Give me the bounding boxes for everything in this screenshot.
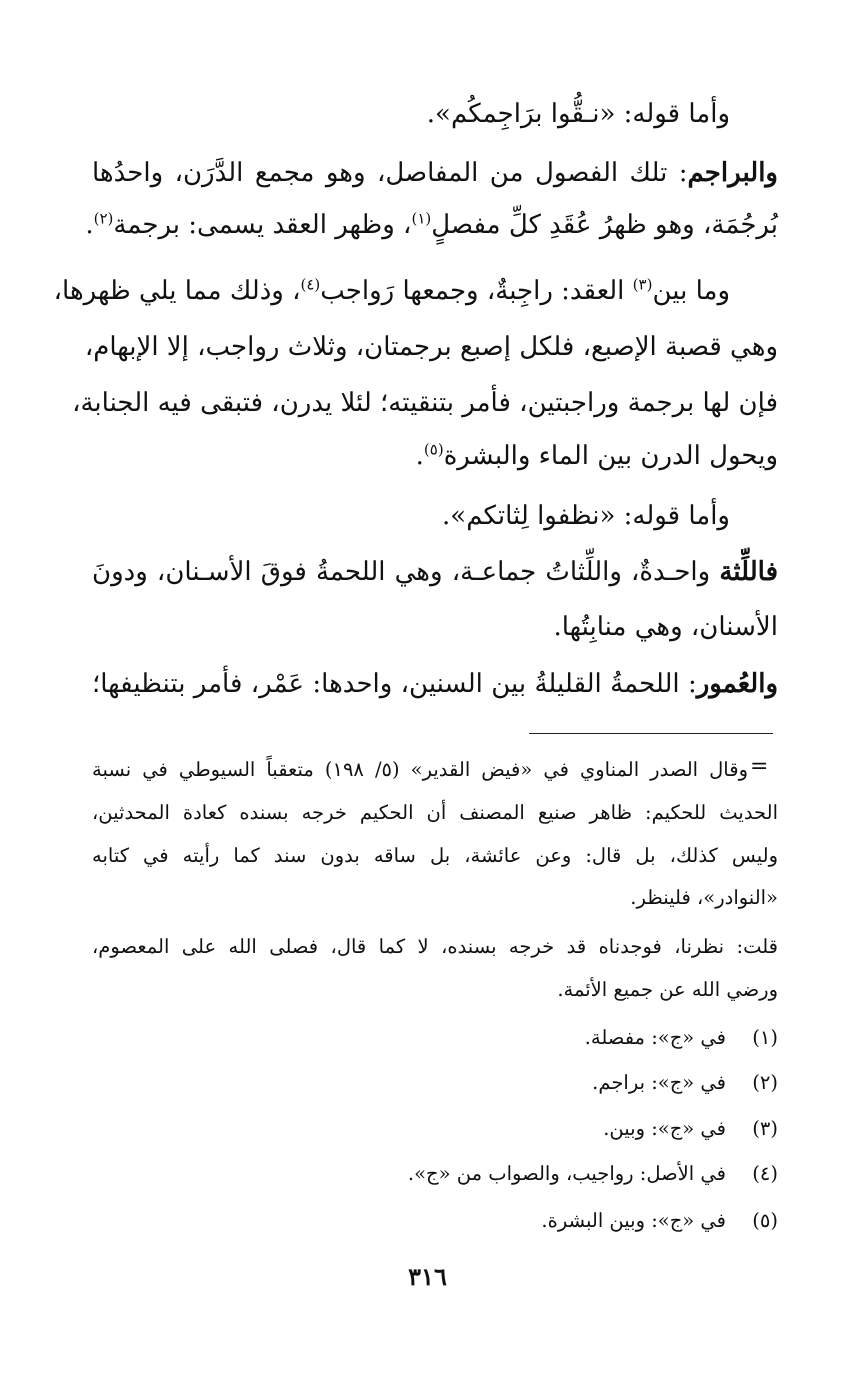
footnote-number: (٢) — [752, 1071, 778, 1094]
footnote-ref: (٥) — [423, 440, 444, 459]
footnote-ref: (٢) — [93, 209, 114, 228]
body-line: فإن لها برجمة وراجبتين، فأمر بتنقيته؛ لئلا يدرن، فتبقى فيه الجنابة، — [72, 388, 778, 418]
line-text: بُرجُمَة، وهو ظهرُ عُقَدِ كلِّ مفصلٍ — [431, 210, 778, 240]
line-text: ، وذلك مما يلي ظهرها، — [53, 276, 301, 306]
line-text: : تلك الفصول من المفاصل، وهو مجمع الدَّرَن، واحدُها — [92, 158, 688, 188]
footnote-number: (٥) — [752, 1209, 778, 1232]
term-heading: والبراجم — [687, 158, 778, 188]
footnote-ref: (٤) — [300, 275, 321, 294]
footnote-text: في الأصل: رواجيب، والصواب من «ج». — [407, 1162, 726, 1185]
footnote-text: في «ج»: مفصلة. — [584, 1026, 726, 1049]
footnote-text: في «ج»: وبين. — [603, 1117, 726, 1140]
footnote-line: قلت: نظرنا، فوجدناه قد خرجه بسنده، لا كما قال، فصلى الله على المعصوم، — [92, 935, 778, 958]
footnote-line: وليس كذلك، بل قال: وعن عائشة، بل ساقه بدون سند كما رأيته في كتابه — [92, 844, 778, 867]
footnote-line: ورضي الله عن جميع الأئمة. — [557, 978, 778, 1001]
body-line — [53, 271, 730, 311]
body-line: وأما قوله: «نـقُّوا برَاجِمكُم». — [426, 99, 730, 129]
footnote-line: «النوادر»، فلينظر. — [630, 886, 778, 909]
footnote-number: (١) — [752, 1026, 778, 1049]
body-line — [85, 205, 778, 245]
footnote-number: (٣) — [752, 1117, 778, 1140]
body-line: وهي قصبة الإصبع، فلكل إصبع برجمتان، وثلاث رواجب، إلا الإبهام، — [84, 332, 778, 362]
line-text: وما بين — [652, 276, 730, 306]
line-text: العقد: راجِبةٌ، وجمعها رَواجب — [320, 276, 633, 306]
footnote-text: في «ج»: براجم. — [592, 1071, 726, 1094]
body-line — [92, 664, 778, 704]
continuation-mark: = — [750, 754, 769, 779]
term-heading: والعُمور — [696, 669, 778, 699]
term-heading: فاللِّثة — [719, 557, 778, 587]
footnote-text: في «ج»: وبين البشرة. — [541, 1209, 726, 1232]
footnote-ref: (١) — [411, 209, 432, 228]
line-text: ويحول الدرن بين الماء والبشرة — [443, 441, 778, 471]
footnote-separator — [529, 733, 773, 734]
body-line: الأسنان، وهي منابِتُها. — [553, 612, 778, 642]
body-line: وأما قوله: «نظفوا لِثاتكم». — [442, 501, 730, 531]
body-line — [92, 153, 778, 193]
line-text: . — [415, 441, 424, 471]
line-text: : اللحمةُ القليلةُ بين السنين، واحدها: عَمْر، فأمر بتنظيفها؛ — [92, 669, 697, 699]
body-line — [92, 436, 778, 476]
page-number: ٣١٦ — [408, 1262, 447, 1291]
line-text: . — [85, 210, 94, 240]
footnote-line: وقال الصدر المناوي في «فيض القدير» (٥/ ١٩٨) متعقباً السيوطي في نسبة — [92, 758, 748, 781]
line-text: واحـدةٌ، واللِّثاتُ جماعـة، وهي اللحمةُ فوقَ الأسـنان، ودونَ — [92, 557, 720, 587]
footnote-ref: (٣) — [632, 275, 653, 294]
line-text: ، وظهر العقد يسمى: برجمة — [113, 210, 412, 240]
footnote-number: (٤) — [752, 1162, 778, 1185]
body-line — [92, 552, 778, 592]
footnote-line: الحديث للحكيم: ظاهر صنيع المصنف أن الحكيم خرجه بسنده كعادة المحدثين، — [92, 801, 778, 824]
